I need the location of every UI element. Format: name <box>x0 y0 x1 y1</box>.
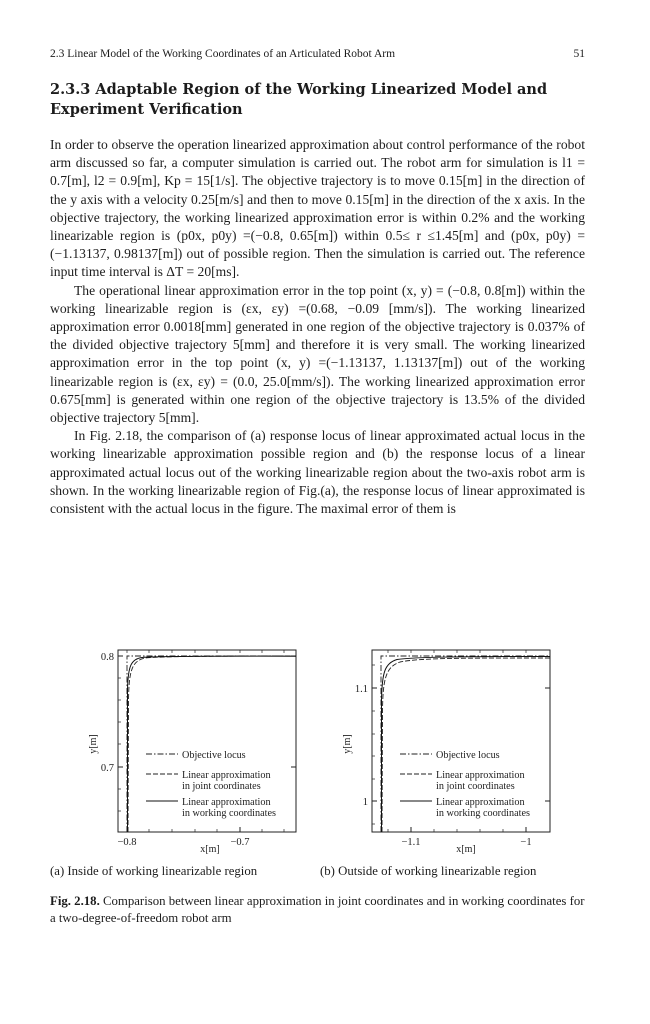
figure-2-18 <box>50 640 585 855</box>
legend-b-objective: Objective locus <box>436 750 500 761</box>
legend-a-working-2: in working coordinates <box>182 808 276 819</box>
paragraph-2: The operational linear approximation error in the top point (x, y) = (−0.8, 0.8[m]) within the working linearizable region is (εx, εy) =(0.68, −0.09 [mm/s]). The working linearized approximation error 0.0018[mm] generated in one region of the objective trajectory is 0.037% of the divided objective trajectory 5[mm] and therefore it is very small. The working linearized approximation error in the top point (x, y) =(−1.13137, 1.13137[m]) out of the working linearizable region is (εx, εy) = (0.0, 25.0[mm/s]). The working linearized approximation error 0.675[mm] is generated within one region of the objective trajectory is 13.5% of the divided objective trajectory 5[mm]. <box>50 282 585 426</box>
section-title: 2.3.3 Adaptable Region of the Working Linearized Model and Experiment Verification <box>50 81 548 118</box>
legend-b-working-2: in working coordinates <box>436 808 530 819</box>
figure-panel-a <box>50 640 315 855</box>
xtick-b-1: −1 <box>520 837 532 848</box>
ytick-a-0: 0.8 <box>100 652 114 663</box>
xlabel-a: x[m] <box>200 844 220 855</box>
xtick-a-1: −0.7 <box>230 837 250 848</box>
legend-a <box>146 750 276 819</box>
ytick-a-1: 0.7 <box>100 763 114 774</box>
paragraph-3: In Fig. 2.18, the comparison of (a) response locus of linear approximated actual locus in the working linearizable approximation possible region and (b) the response locus of a linear approximated actual locus out of the working linearizable region about the two-axis robot arm is shown. In the working linearizable region of Fig.(a), the response locus of linear approximated is consistent with the actual locus in the figure. The maximal error of them is <box>50 428 585 517</box>
legend-a-working-1: Linear approximation <box>182 797 271 808</box>
subcaption-b: (b) Outside of working linearizable region <box>320 864 537 878</box>
legend-b-joint-1: Linear approximation <box>436 770 525 781</box>
ylabel-a: y[m] <box>88 734 99 754</box>
body-text <box>50 136 585 518</box>
ylabel-b: y[m] <box>342 734 353 754</box>
running-title: 2.3 Linear Model of the Working Coordinates of an Articulated Robot Arm <box>50 48 396 60</box>
ytick-b-1: 1 <box>362 797 368 808</box>
legend-a-objective: Objective locus <box>182 750 246 761</box>
running-header <box>50 48 585 60</box>
xlabel-b: x[m] <box>456 844 476 855</box>
figure-panel-b <box>320 640 585 855</box>
xtick-b-0: −1.1 <box>401 837 421 848</box>
legend-a-joint-2: in joint coordinates <box>182 781 261 792</box>
paragraph-1: In order to observe the operation linearized approximation about control performance of the robot arm discussed so far, a computer simulation is carried out. The robot arm for simulation is l1 = 0.7[m], l2 = 0.9[m], Kp = 15[1/s]. The objective trajectory is to move 0.15[m] in the direction of the y axis with a velocity 0.25[m/s] and then to move 0.15[m] in the direction of the x axis. In the objective trajectory, the working linearized approximation error is within 0.2% and the working linearizable region is (p0x, p0y) =(−0.8, 0.65[m]) within 0.5≤ r ≤1.45[m] and (p0x, p0y) =(−1.13137, 0.98137[m]) out of possible region. Then the simulation is carried out. The reference input time interval is ΔT = 20[ms]. <box>50 137 585 280</box>
figure-caption-text: Comparison between linear approximation in joint coordinates and in working coordinates for a two-degree-of-freedom robot arm <box>50 894 585 925</box>
figure-caption-label: Fig. 2.18. <box>50 894 100 908</box>
legend-b-joint-2: in joint coordinates <box>436 781 515 792</box>
subcaption-a: (a) Inside of working linearizable region <box>50 864 258 878</box>
legend-a-joint-1: Linear approximation <box>182 770 271 781</box>
figure-caption <box>50 893 585 927</box>
page-number: 51 <box>573 48 585 60</box>
legend-b-working-1: Linear approximation <box>436 797 525 808</box>
ytick-b-0: 1.1 <box>354 684 368 695</box>
xtick-a-0: −0.8 <box>117 837 137 848</box>
legend-b <box>400 750 530 819</box>
